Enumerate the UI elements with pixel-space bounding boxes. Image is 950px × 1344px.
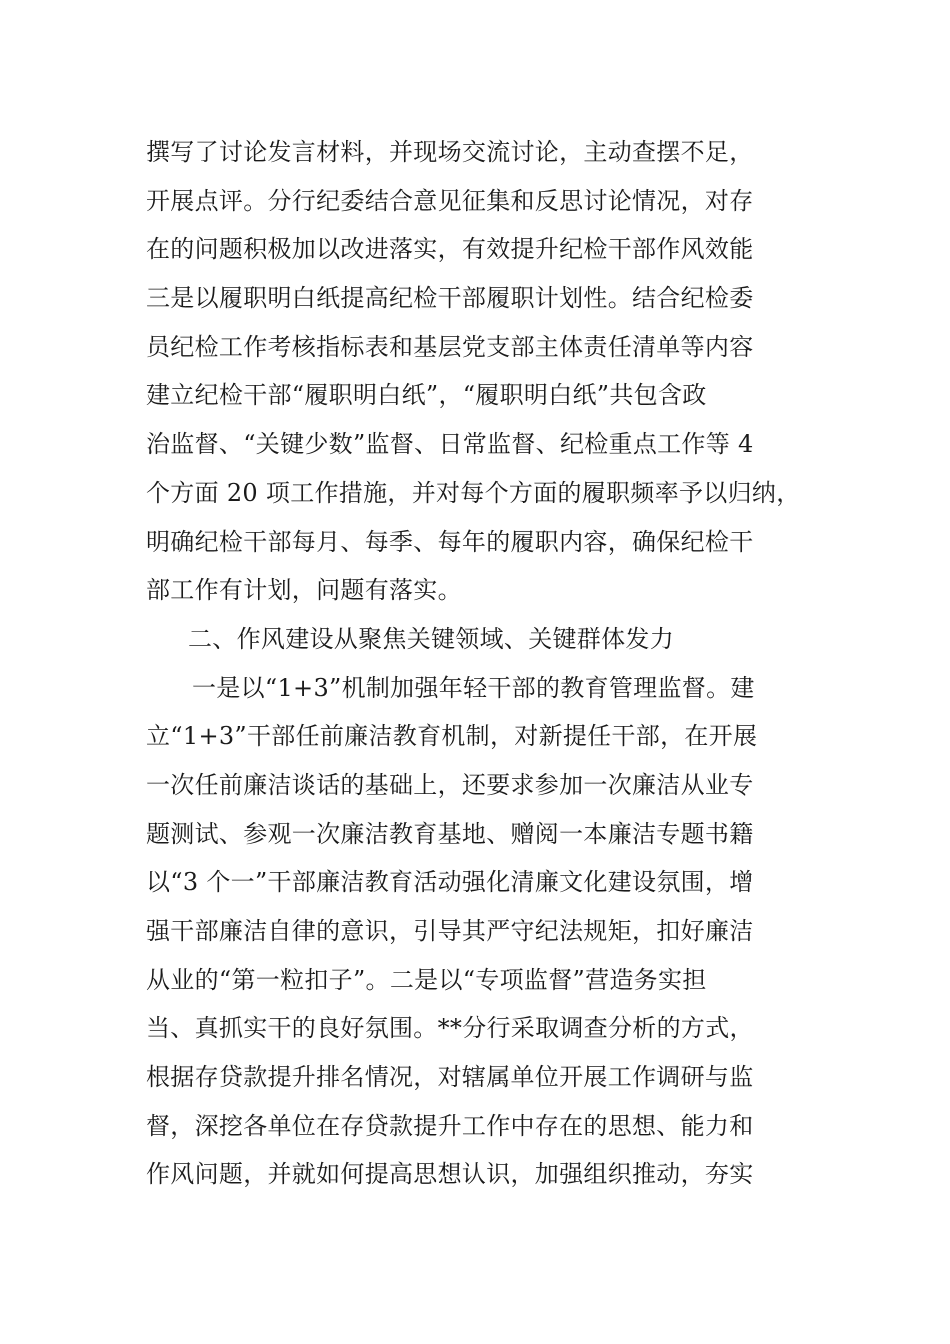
text-line: 当、真抓实干的良好氛围。**分行采取调查分析的方式，: [146, 1014, 754, 1043]
text-line: 治监督、“关键少数”监督、日常监督、纪检重点工作等 4: [146, 430, 754, 459]
text-line: 员纪检工作考核指标表和基层党支部主体责任清单等内容: [146, 332, 754, 361]
text-line: 一是以“1+3”机制加强年轻干部的教育管理监督。建: [192, 673, 755, 702]
text-line: 立“1+3”干部任前廉洁教育机制，对新提任干部，在开展: [146, 722, 758, 751]
text-line: 在的问题积极加以改进落实，有效提升纪检干部作风效能: [146, 235, 754, 264]
text-line: 强干部廉洁自律的意识，引导其严守纪法规矩，扣好廉洁: [146, 917, 754, 945]
text-line: 三是以履职明白纸提高纪检干部履职计划性。结合纪检委: [146, 284, 754, 313]
text-line: 建立纪检干部“履职明白纸”，“履职明白纸”共包含政: [146, 381, 707, 410]
text-line: 从业的“第一粒扣子”。二是以“专项监督”营造务实担: [146, 965, 707, 994]
section-heading: 二、作风建设从聚焦关键领域、关键群体发力: [188, 624, 674, 653]
text-line: 题测试、参观一次廉洁教育基地、赠阅一本廉洁专题书籍: [146, 819, 754, 848]
text-line: 一次任前廉洁谈话的基础上，还要求参加一次廉洁从业专: [146, 770, 754, 799]
text-line: 明确纪检干部每月、每季、每年的履职内容，确保纪检干: [146, 527, 754, 556]
body-text: [146, 128, 826, 1199]
text-line: 督，深挖各单位在存贷款提升工作中存在的思想、能力和: [146, 1111, 754, 1140]
text-line: 开展点评。分行纪委结合意见征集和反思讨论情况，对存: [146, 186, 754, 215]
text-line: 撰写了讨论发言材料，并现场交流讨论，主动查摆不足，: [146, 138, 754, 166]
text-line: 作风问题，并就如何提高思想认识，加强组织推动，夯实: [146, 1160, 754, 1189]
text-line: 以“3 个一”干部廉洁教育活动强化清廉文化建设氛围，增: [146, 868, 754, 897]
text-line: 个方面 20 项工作措施，并对每个方面的履职频率予以归纳，: [146, 478, 801, 507]
text-line: 部工作有计划，问题有落实。: [146, 576, 462, 605]
text-line: 根据存贷款提升排名情况，对辖属单位开展工作调研与监: [146, 1063, 754, 1092]
